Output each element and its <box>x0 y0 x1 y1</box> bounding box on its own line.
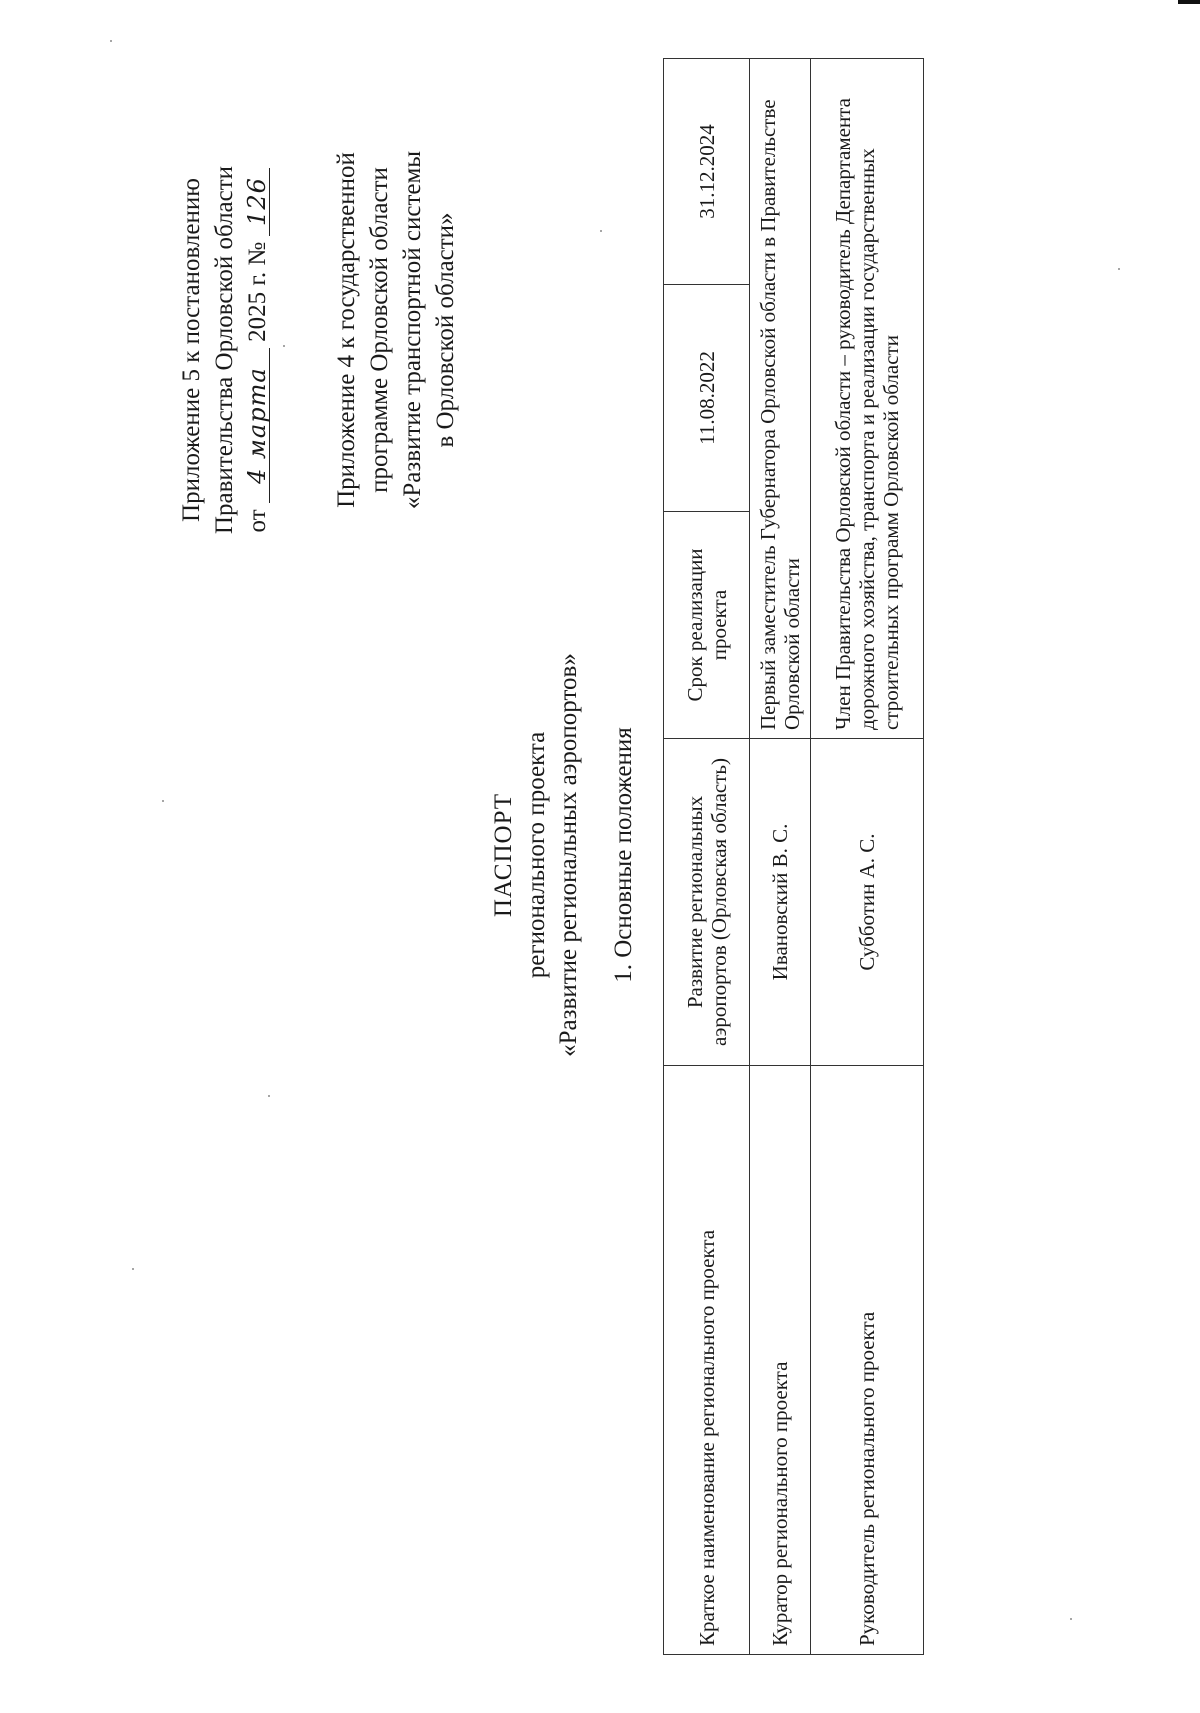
curator-position: Первый заместитель Губернатора Орловской области в Правительстве Орловской области <box>750 59 811 739</box>
appendix-resolution-block <box>175 80 274 620</box>
curator-label: Куратор регионального проекта <box>750 1066 811 1655</box>
appendix-resolution-line2: Правительства Орловской области <box>211 165 238 535</box>
head-name: Субботин А. С. <box>811 739 924 1066</box>
appendix-program-line1: Приложение 4 к государственной <box>333 152 360 508</box>
period-label: Срок реализации проекта <box>664 512 750 739</box>
short-name-value: Развитие региональных аэропортов (Орловская область) <box>664 739 750 1066</box>
head-position: Член Правительства Орловской области – руководитель Департамента дорожного хозяйства, транспорта и реализации государственных строительных программ Орловской области <box>811 59 924 739</box>
handwritten-number: 126 <box>243 177 271 226</box>
appendix-resolution-date-line <box>241 80 274 620</box>
number-field <box>243 168 271 236</box>
short-name-label: Краткое наименование регионального проекта <box>664 1066 750 1655</box>
document-page <box>65 55 1065 1655</box>
appendix-program-line3: «Развитие транспортной системы <box>399 150 426 510</box>
table-row <box>750 59 811 1655</box>
year-label: 2025 г. № <box>244 241 271 342</box>
passport-table <box>663 58 924 1655</box>
appendix-program-line4: в Орловской области» <box>432 212 459 448</box>
scan-speck <box>1070 1618 1072 1620</box>
head-label: Руководитель регионального проекта <box>811 1066 924 1655</box>
table-row <box>664 59 750 1655</box>
table-row <box>811 59 924 1655</box>
end-date: 31.12.2024 <box>664 59 750 285</box>
date-prefix: от <box>244 509 271 533</box>
curator-name: Ивановский В. С. <box>750 739 811 1066</box>
scan-speck <box>110 40 112 42</box>
section-heading: 1. Основные положения <box>610 727 637 983</box>
project-name: «Развитие региональных аэропортов» <box>555 653 582 1057</box>
start-date: 11.08.2022 <box>664 285 750 512</box>
appendix-program-block <box>330 70 462 590</box>
handwritten-date: 4 марта <box>243 367 271 484</box>
appendix-resolution-line1: Приложение 5 к постановлению <box>178 178 205 522</box>
date-field <box>243 348 271 503</box>
scan-speck <box>1118 268 1120 270</box>
document-subtitle: регионального проекта <box>523 731 550 979</box>
appendix-program-line2: программе Орловской области <box>366 167 393 493</box>
document-title: ПАСПОРТ <box>490 792 517 918</box>
scan-edge-mark <box>1178 0 1200 4</box>
